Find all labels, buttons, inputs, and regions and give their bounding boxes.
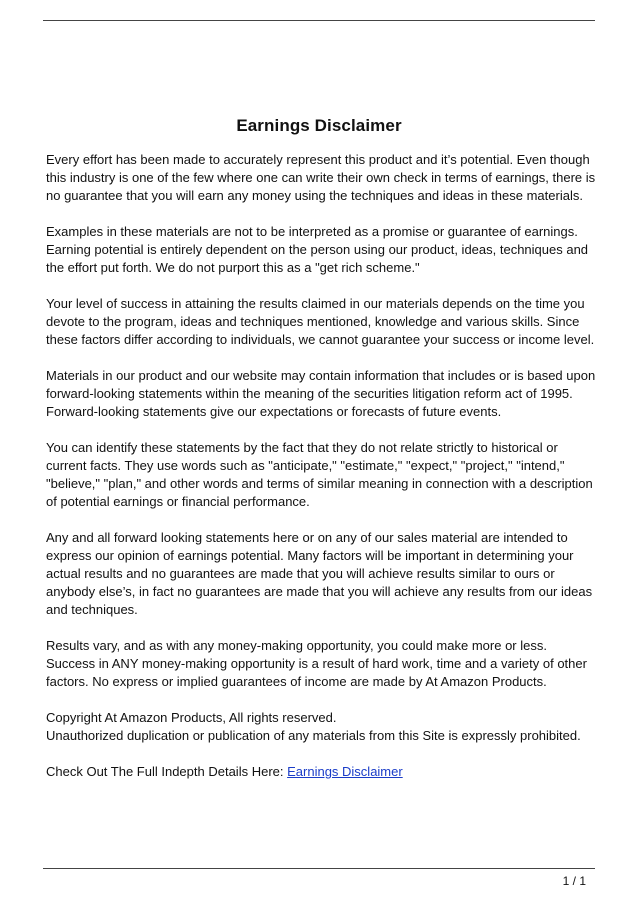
paragraph-line: "believe," "plan," and other words and terms of similar meaning in connection with a description — [46, 476, 593, 491]
paragraph-line: actual results and no guarantees are made that you will achieve results similar to ours or — [46, 566, 555, 581]
earnings-disclaimer-link[interactable]: Earnings Disclaimer — [287, 764, 403, 779]
paragraph-line: of potential earnings or financial performance. — [46, 494, 310, 509]
paragraph-line: Any and all forward looking statements here or on any of our sales material are intended to — [46, 530, 568, 545]
paragraph-effort — [46, 151, 594, 205]
paragraph-line: You can identify these statements by the fact that they do not relate strictly to historical or — [46, 440, 558, 455]
paragraph-line: Earning potential is entirely dependent on the person using our product, ideas, techniques and — [46, 242, 589, 257]
paragraph-line: express our opinion of earnings potential. Many factors will be important in determining your — [46, 548, 574, 563]
details-prefix: Check Out The Full Indepth Details Here: — [46, 764, 288, 779]
paragraph-results-vary — [46, 637, 594, 691]
paragraph-line: no guarantee that you will earn any money using the techniques and ideas in these materials. — [46, 188, 583, 203]
paragraph-copyright — [46, 709, 594, 745]
details-line — [46, 763, 594, 781]
paragraph-line: Examples in these materials are not to be interpreted as a promise or guarantee of earnings. — [46, 224, 578, 239]
document-body — [46, 151, 594, 799]
paragraph-line: Unauthorized duplication or publication of any materials from this Site is expressly prohibited. — [46, 728, 581, 743]
paragraph-details-link — [46, 763, 594, 781]
paragraph-line: the effort put forth. We do not purport this as a "get rich scheme." — [46, 260, 420, 275]
paragraph-line: and techniques. — [46, 602, 138, 617]
paragraph-line: Results vary, and as with any money-making opportunity, you could make more or less. — [46, 638, 547, 653]
footer-rule — [43, 868, 595, 869]
header-rule — [43, 20, 595, 21]
paragraph-line: Success in ANY money-making opportunity is a result of hard work, time and a variety of other — [46, 656, 587, 671]
paragraph-line: forward-looking statements within the meaning of the securities litigation reform act of 1995. — [46, 386, 573, 401]
paragraph-examples — [46, 223, 594, 277]
page-title: Earnings Disclaimer — [236, 116, 402, 135]
paragraph-line: Every effort has been made to accurately represent this product and it’s potential. Even though — [46, 152, 590, 167]
paragraph-line: Materials in our product and our website may contain information that includes or is based upon — [46, 368, 596, 383]
paragraph-line: current facts. They use words such as "anticipate," "estimate," "expect," "project," "intend," — [46, 458, 565, 473]
paragraph-success-level — [46, 295, 594, 349]
paragraph-line: Copyright At Amazon Products, All rights reserved. — [46, 710, 337, 725]
paragraph-line: devote to the program, ideas and techniques mentioned, knowledge and various skills. Since — [46, 314, 580, 329]
paragraph-forward-looking — [46, 367, 594, 421]
paragraph-opinion — [46, 529, 594, 619]
paragraph-line: factors. No express or implied guarantees of income are made by At Amazon Products. — [46, 674, 547, 689]
paragraph-line: Forward-looking statements give our expectations or forecasts of future events. — [46, 404, 502, 419]
paragraph-line: Your level of success in attaining the results claimed in our materials depends on the time you — [46, 296, 585, 311]
paragraph-line: anybody else’s, in fact no guarantees are made that you will achieve any results from our ideas — [46, 584, 593, 599]
paragraph-line: these factors differ according to individuals, we cannot guarantee your success or income level. — [46, 332, 595, 347]
page-number: 1 / 1 — [562, 874, 586, 888]
paragraph-line: this industry is one of the few where one can write their own check in terms of earnings, there is — [46, 170, 596, 185]
paragraph-identify-statements — [46, 439, 594, 511]
